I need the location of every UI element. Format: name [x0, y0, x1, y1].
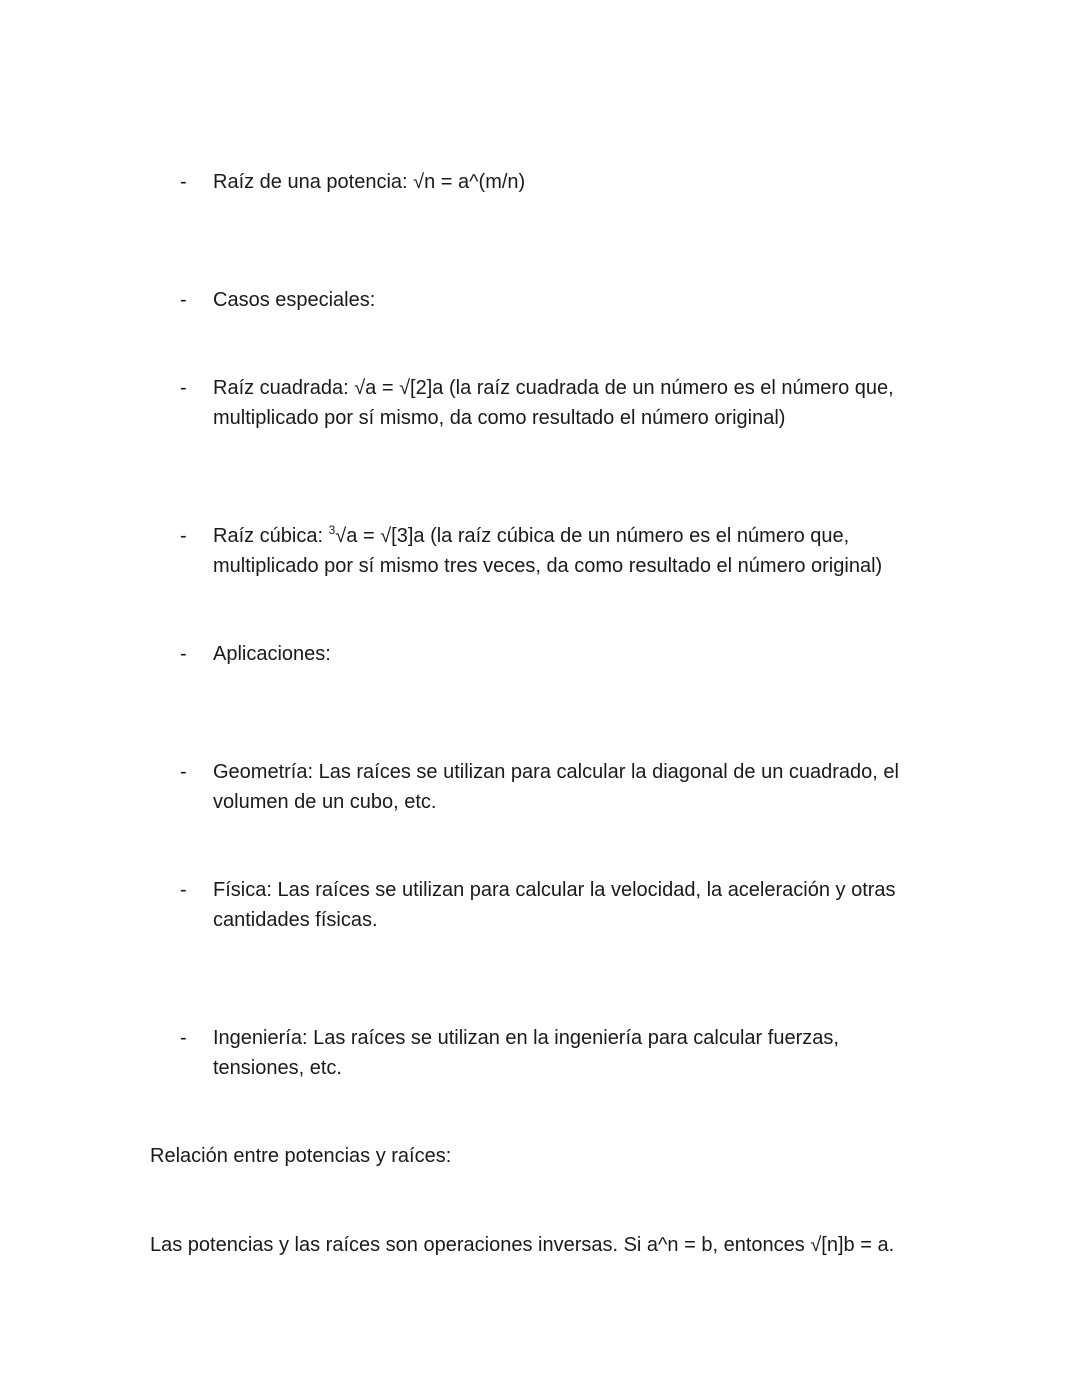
bullet-dash: -: [180, 525, 187, 547]
section-heading: Relación entre potencias y raíces:: [150, 1145, 452, 1167]
list-item-text: Geometría: Las raíces se utilizan para calcular la diagonal de un cuadrado, el volumen de un cubo, etc.: [213, 761, 899, 813]
list-item-text: Raíz cuadrada: √a = √[2]a (la raíz cuadrada de un número es el número que, multiplicado por sí mismo, da como resultado el número original): [213, 377, 894, 429]
bullet-dash: -: [180, 879, 187, 901]
list-item-text: Raíz de una potencia: √n = a^(m/n): [213, 171, 526, 193]
list-item-text: [213, 521, 913, 581]
list-item-text: Casos especiales:: [213, 289, 376, 311]
bullet-dash: -: [180, 643, 187, 665]
section-body: Las potencias y las raíces son operaciones inversas. Si a^n = b, entonces √[n]b = a.: [150, 1234, 895, 1256]
bullet-dash: -: [180, 377, 187, 399]
bullet-dash: -: [180, 1027, 187, 1049]
list-item-text: Física: Las raíces se utilizan para calcular la velocidad, la aceleración y otras cantidades físicas.: [213, 879, 896, 931]
bullet-dash: -: [180, 171, 187, 193]
list-item-text: Aplicaciones:: [213, 643, 331, 665]
list-item-text: Ingeniería: Las raíces se utilizan en la ingeniería para calcular fuerzas, tensiones, etc.: [213, 1027, 839, 1079]
bullet-dash: -: [180, 761, 187, 783]
cube-root-index: 3: [328, 523, 336, 537]
cube-root-prefix: Raíz cúbica:: [213, 525, 329, 547]
bullet-dash: -: [180, 289, 187, 311]
cube-root-body: √a = √[3]a (la raíz cúbica de un número es el número que, multiplicado por sí mismo tres veces, da como resultado el número original): [213, 525, 883, 577]
